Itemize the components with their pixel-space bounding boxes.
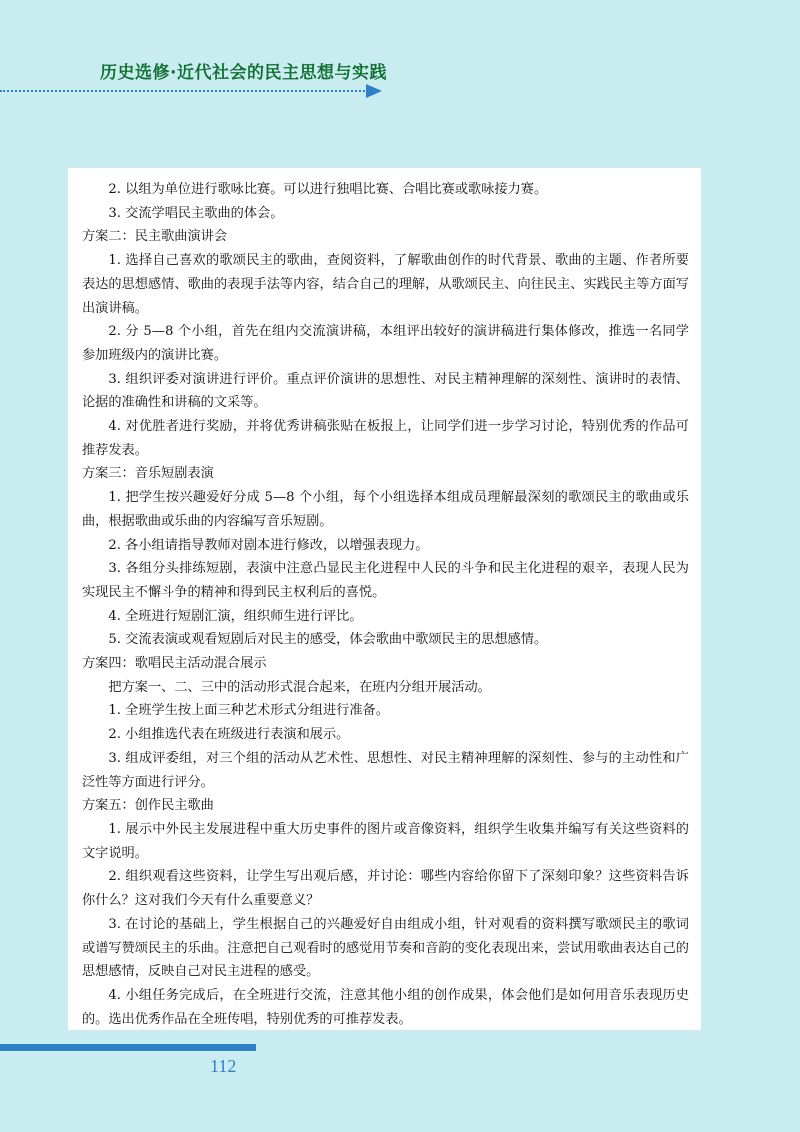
section-heading: 方案三：音乐短剧表演 bbox=[82, 466, 214, 482]
paragraph: 1. 选择自己喜欢的歌颂民主的歌曲，查阅资料，了解歌曲创作的时代背景、歌曲的主题、作者所要表达的思想感情、歌曲的表现手法等内容，结合自己的理解，从歌颂民主、向往民主、实践民主等方面写出演讲稿。 bbox=[82, 253, 689, 316]
page-header-title: 历史选修·近代社会的民主思想与实践 bbox=[100, 63, 387, 83]
section-heading: 方案五：创作民主歌曲 bbox=[82, 798, 214, 814]
paragraph: 3. 各组分头排练短剧，表演中注意凸显民主化进程中人民的斗争和民主化进程的艰辛，表现人民为实现民主不懈斗争的精神和得到民主权利后的喜悦。 bbox=[82, 561, 689, 600]
header-arrow-icon bbox=[366, 84, 382, 98]
page-number: 112 bbox=[210, 1056, 237, 1076]
paragraph: 1. 全班学生按上面三种艺术形式分组进行准备。 bbox=[108, 703, 389, 719]
section-heading: 方案四：歌唱民主活动混合展示 bbox=[82, 656, 267, 672]
header-dotted-rule bbox=[0, 90, 372, 92]
content-panel bbox=[68, 168, 701, 1030]
paragraph: 3. 组织评委对演讲进行评价。重点评价演讲的思想性、对民主精神理解的深刻性、演讲时的表情、论据的准确性和讲稿的文采等。 bbox=[82, 371, 689, 411]
paragraph: 4. 对优胜者进行奖励，并将优秀讲稿张贴在板报上，让同学们进一步学习讨论，特别优秀的作品可推荐发表。 bbox=[82, 419, 689, 458]
paragraph: 2. 以组为单位进行歌咏比赛。可以进行独唱比赛、合唱比赛或歌咏接力赛。 bbox=[108, 182, 548, 197]
paragraph: 2. 各小组请指导教师对剧本进行修改，以增强表现力。 bbox=[108, 537, 429, 553]
paragraph: 把方案一、二、三中的活动形式混合起来，在班内分组开展活动。 bbox=[108, 679, 491, 695]
paragraph: 5. 交流表演或观看短剧后对民主的感受，体会歌曲中歌颂民主的思想感情。 bbox=[108, 632, 548, 648]
paragraph: 2. 组织观看这些资料，让学生写出观后感，并讨论：哪些内容给你留下了深刻印象？这些资料告诉你什么？这对我们今天有什么重要意义？ bbox=[82, 869, 689, 909]
paragraph: 3. 交流学唱民主歌曲的体会。 bbox=[108, 205, 284, 221]
paragraph: 3. 组成评委组，对三个组的活动从艺术性、思想性、对民主精神理解的深刻性、参与的主动性和广泛性等方面进行评分。 bbox=[82, 750, 689, 790]
footer-bar bbox=[0, 1044, 256, 1051]
paragraph: 2. 分 5—8 个小组，首先在组内交流演讲稿，本组评出较好的演讲稿进行集体修改，推选一名同学参加班级内的演讲比赛。 bbox=[82, 324, 689, 363]
paragraph: 3. 在讨论的基础上，学生根据自己的兴趣爱好自由组成小组，针对观看的资料撰写歌颂民主的歌词或谱写赞颂民主的乐曲。注意把自己观看时的感觉用节奏和音韵的变化表现出来，尝试用歌曲表达自己的思想感情，反映自己对民主进程的感受。 bbox=[82, 916, 689, 980]
paragraph: 4. 小组任务完成后，在全班进行交流，注意其他小组的创作成果，体会他们是如何用音乐表现历史的。选出优秀作品在全班传唱，特别优秀的可推荐发表。 bbox=[82, 987, 689, 1027]
paragraph: 2. 小组推选代表在班级进行表演和展示。 bbox=[108, 727, 350, 743]
paragraph: 4. 全班进行短剧汇演，组织师生进行评比。 bbox=[108, 608, 363, 624]
section-heading: 方案二：民主歌曲演讲会 bbox=[82, 229, 228, 245]
paragraph: 1. 展示中外民主发展进程中重大历史事件的图片或音像资料，组织学生收集并编写有关这些资料的文字说明。 bbox=[82, 821, 689, 861]
paragraph: 1. 把学生按兴趣爱好分成 5—8 个小组，每个小组选择本组成员理解最深刻的歌颂民主的歌曲或乐曲，根据歌曲或乐曲的内容编写音乐短剧。 bbox=[82, 490, 689, 529]
